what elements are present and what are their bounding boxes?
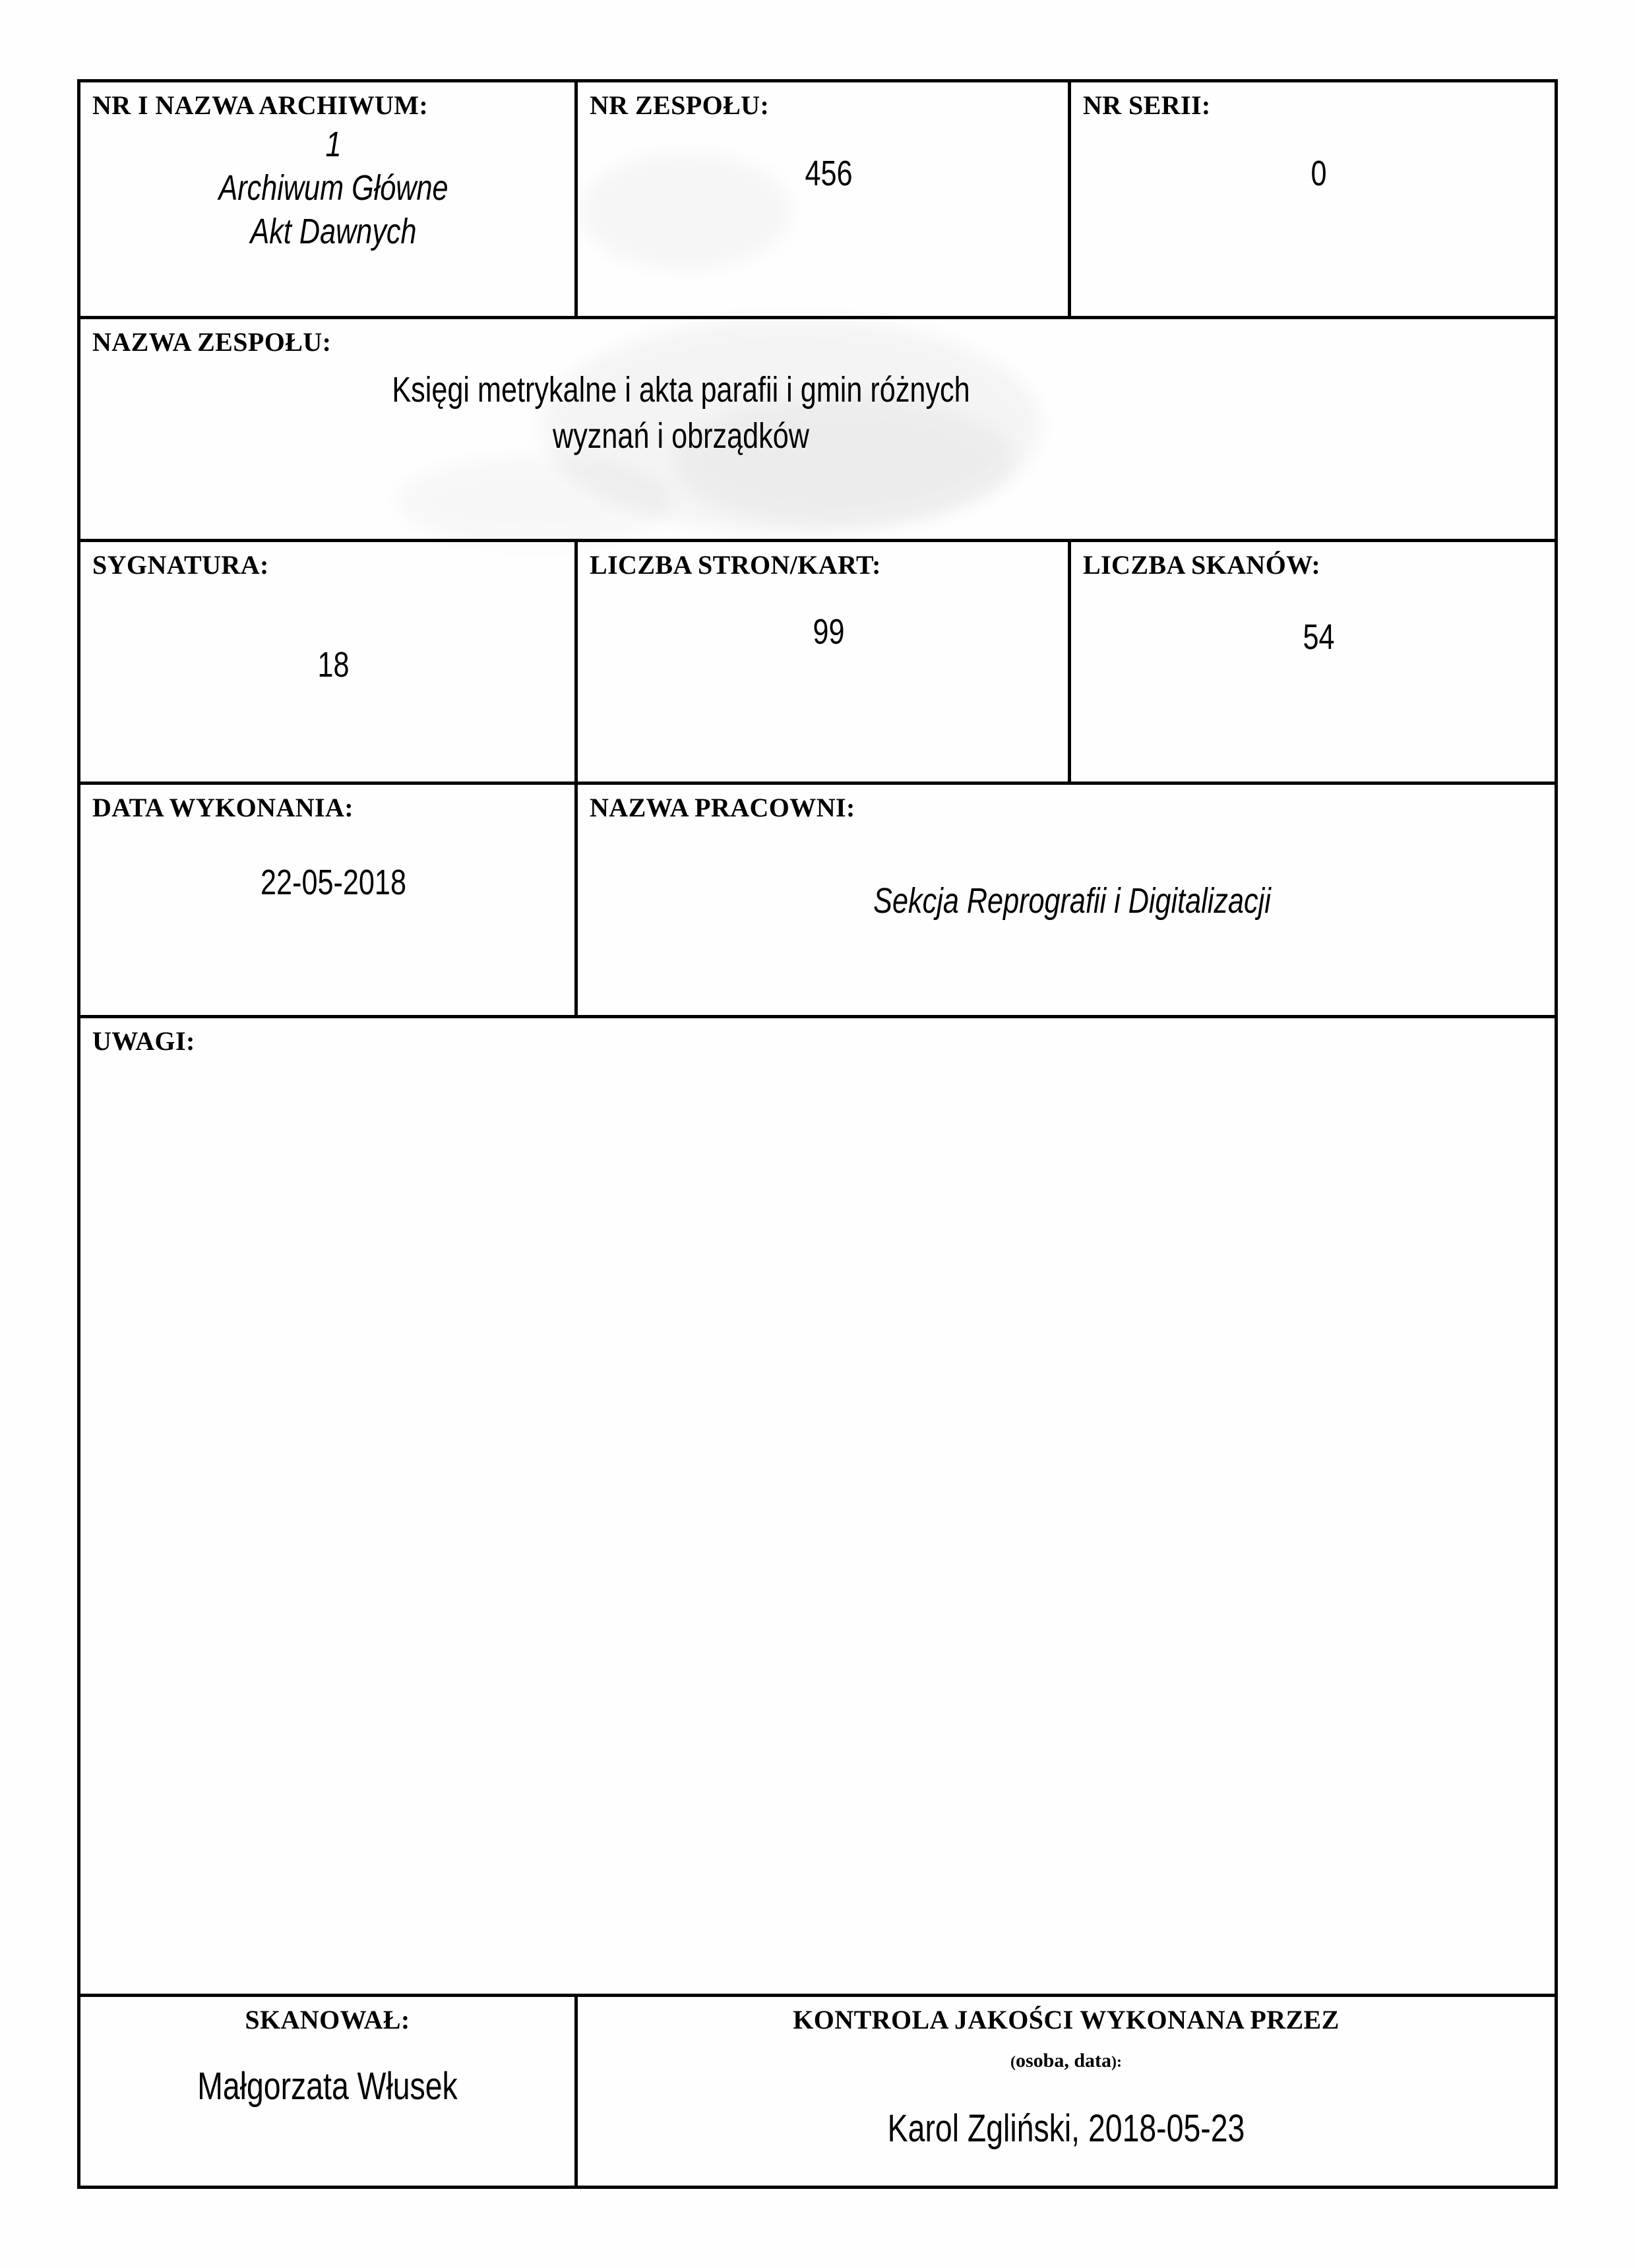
cell-signature — [80, 542, 574, 782]
cell-scans-count — [1068, 542, 1555, 782]
cell-series-number — [1068, 82, 1555, 316]
table-row-archive — [80, 82, 1555, 316]
value-series-number: 0 — [1311, 154, 1327, 193]
label-scanned-by: SKANOWAŁ: — [245, 2005, 410, 2035]
value-fonds-number: 456 — [805, 154, 853, 193]
label-fonds-number: NR ZESPOŁU: — [590, 90, 770, 120]
value-execution-date: 22-05-2018 — [261, 863, 406, 902]
table-row-counts — [80, 539, 1555, 782]
archive-number: 1 — [325, 125, 342, 164]
table-row-signatures — [80, 1994, 1555, 2186]
sublabel-text: osoba, data — [1015, 2050, 1112, 2071]
label-workshop: NAZWA PRACOWNI: — [590, 793, 855, 822]
label-remarks: UWAGI: — [92, 1026, 195, 1056]
archive-name-line2: Akt Dawnych — [250, 211, 417, 251]
label-archive: NR I NAZWA ARCHIWUM: — [92, 90, 429, 120]
cell-scanned-by — [80, 1997, 574, 2186]
cell-workshop — [574, 785, 1555, 1015]
fonds-name-line2: wyznań i obrządków — [553, 416, 809, 456]
cell-fonds-number — [574, 82, 1068, 316]
value-fonds-name — [239, 367, 1409, 459]
table-row-execution — [80, 782, 1555, 1015]
sublabel-open-paren: ( — [1010, 2054, 1016, 2071]
label-signature: SYGNATURA: — [92, 550, 269, 580]
value-pages-count: 99 — [813, 612, 845, 652]
label-scans-count: LICZBA SKANÓW: — [1083, 550, 1321, 580]
cell-remarks — [80, 1018, 1555, 1994]
sublabel-close-paren: ): — [1111, 2054, 1123, 2071]
value-scanned-by: Małgorzata Włusek — [197, 2065, 458, 2108]
cell-fonds-name — [80, 319, 1555, 539]
fonds-name-line1: Księgi metrykalne i akta parafii i gmin różnych — [392, 370, 970, 410]
label-fonds-name: NAZWA ZESPOŁU: — [92, 327, 332, 357]
table-row-fonds-name — [80, 316, 1555, 539]
value-archive — [140, 123, 526, 254]
label-execution-date: DATA WYKONANIA: — [92, 793, 354, 822]
label-series-number: NR SERII: — [1083, 90, 1211, 120]
cell-archive — [80, 82, 574, 316]
value-workshop: Sekcja Reprografii i Digitalizacji — [873, 881, 1271, 921]
cell-quality-control — [574, 1997, 1555, 2186]
digitization-form-table — [77, 79, 1558, 2189]
sublabel-quality-control — [578, 2050, 1555, 2072]
archive-name-line1: Archiwum Główne — [218, 168, 448, 208]
label-pages-count: LICZBA STRON/KART: — [590, 550, 881, 580]
cell-pages-count — [574, 542, 1068, 782]
value-quality-control: Karol Zgliński, 2018-05-23 — [887, 2107, 1245, 2150]
label-quality-control: KONTROLA JAKOŚCI WYKONANA PRZEZ — [793, 2005, 1340, 2035]
value-signature: 18 — [317, 645, 350, 685]
cell-execution-date — [80, 785, 574, 1015]
table-row-remarks — [80, 1015, 1555, 1994]
value-scans-count: 54 — [1303, 617, 1335, 657]
